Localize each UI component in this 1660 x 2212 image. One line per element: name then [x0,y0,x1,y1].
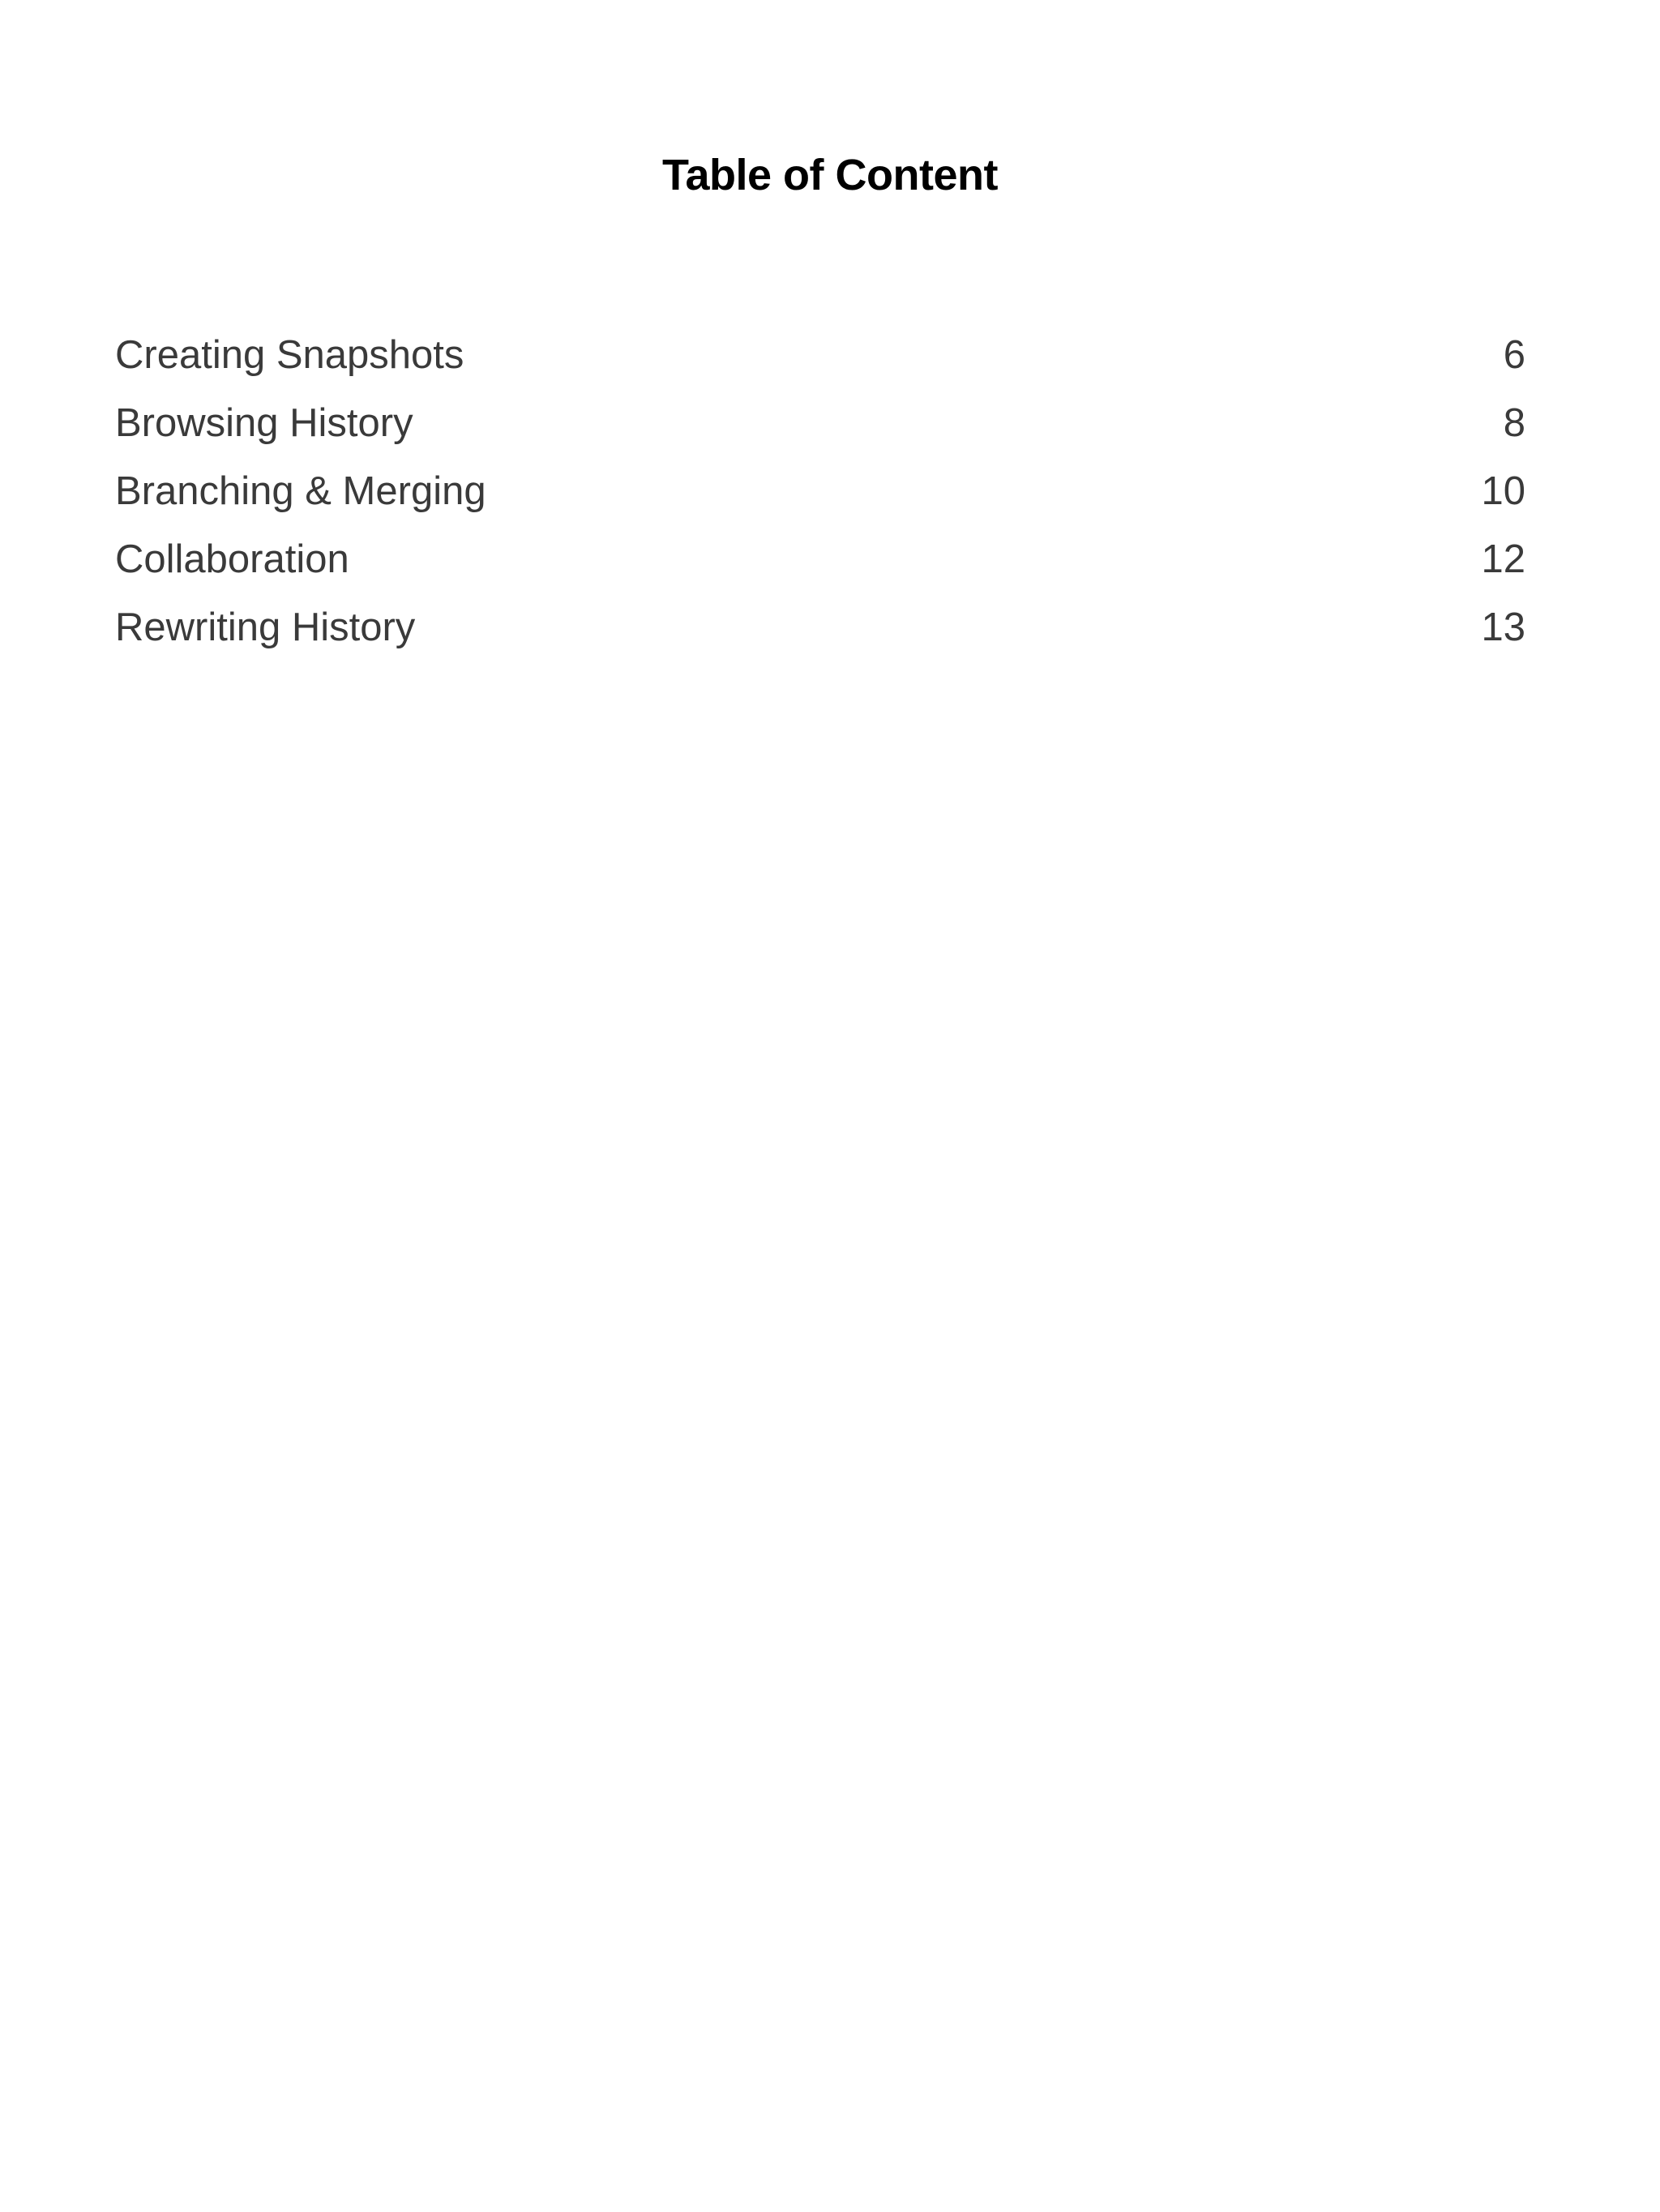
toc-entry-page-number: 12 [1481,537,1525,581]
toc-entry-creating-snapshots [115,321,1525,389]
toc-entry-page-number: 8 [1503,401,1525,445]
toc-entry-collaboration [115,525,1525,593]
toc-entry-label: Creating Snapshots [115,333,464,377]
toc-entry-page-number: 10 [1481,469,1525,513]
toc-entry-label: Browsing History [115,401,413,445]
toc-entry-browsing-history [115,389,1525,457]
toc-entry-label: Collaboration [115,537,349,581]
toc-entry-page-number: 6 [1503,333,1525,377]
toc-entry-label: Rewriting History [115,605,416,649]
toc-entry-page-number: 13 [1481,605,1525,649]
toc-entry-label: Branching & Merging [115,469,486,513]
toc-entry-branching-merging [115,457,1525,525]
table-of-contents [115,321,1525,661]
page-title: Table of Content [662,151,998,200]
toc-entry-rewriting-history [115,593,1525,661]
